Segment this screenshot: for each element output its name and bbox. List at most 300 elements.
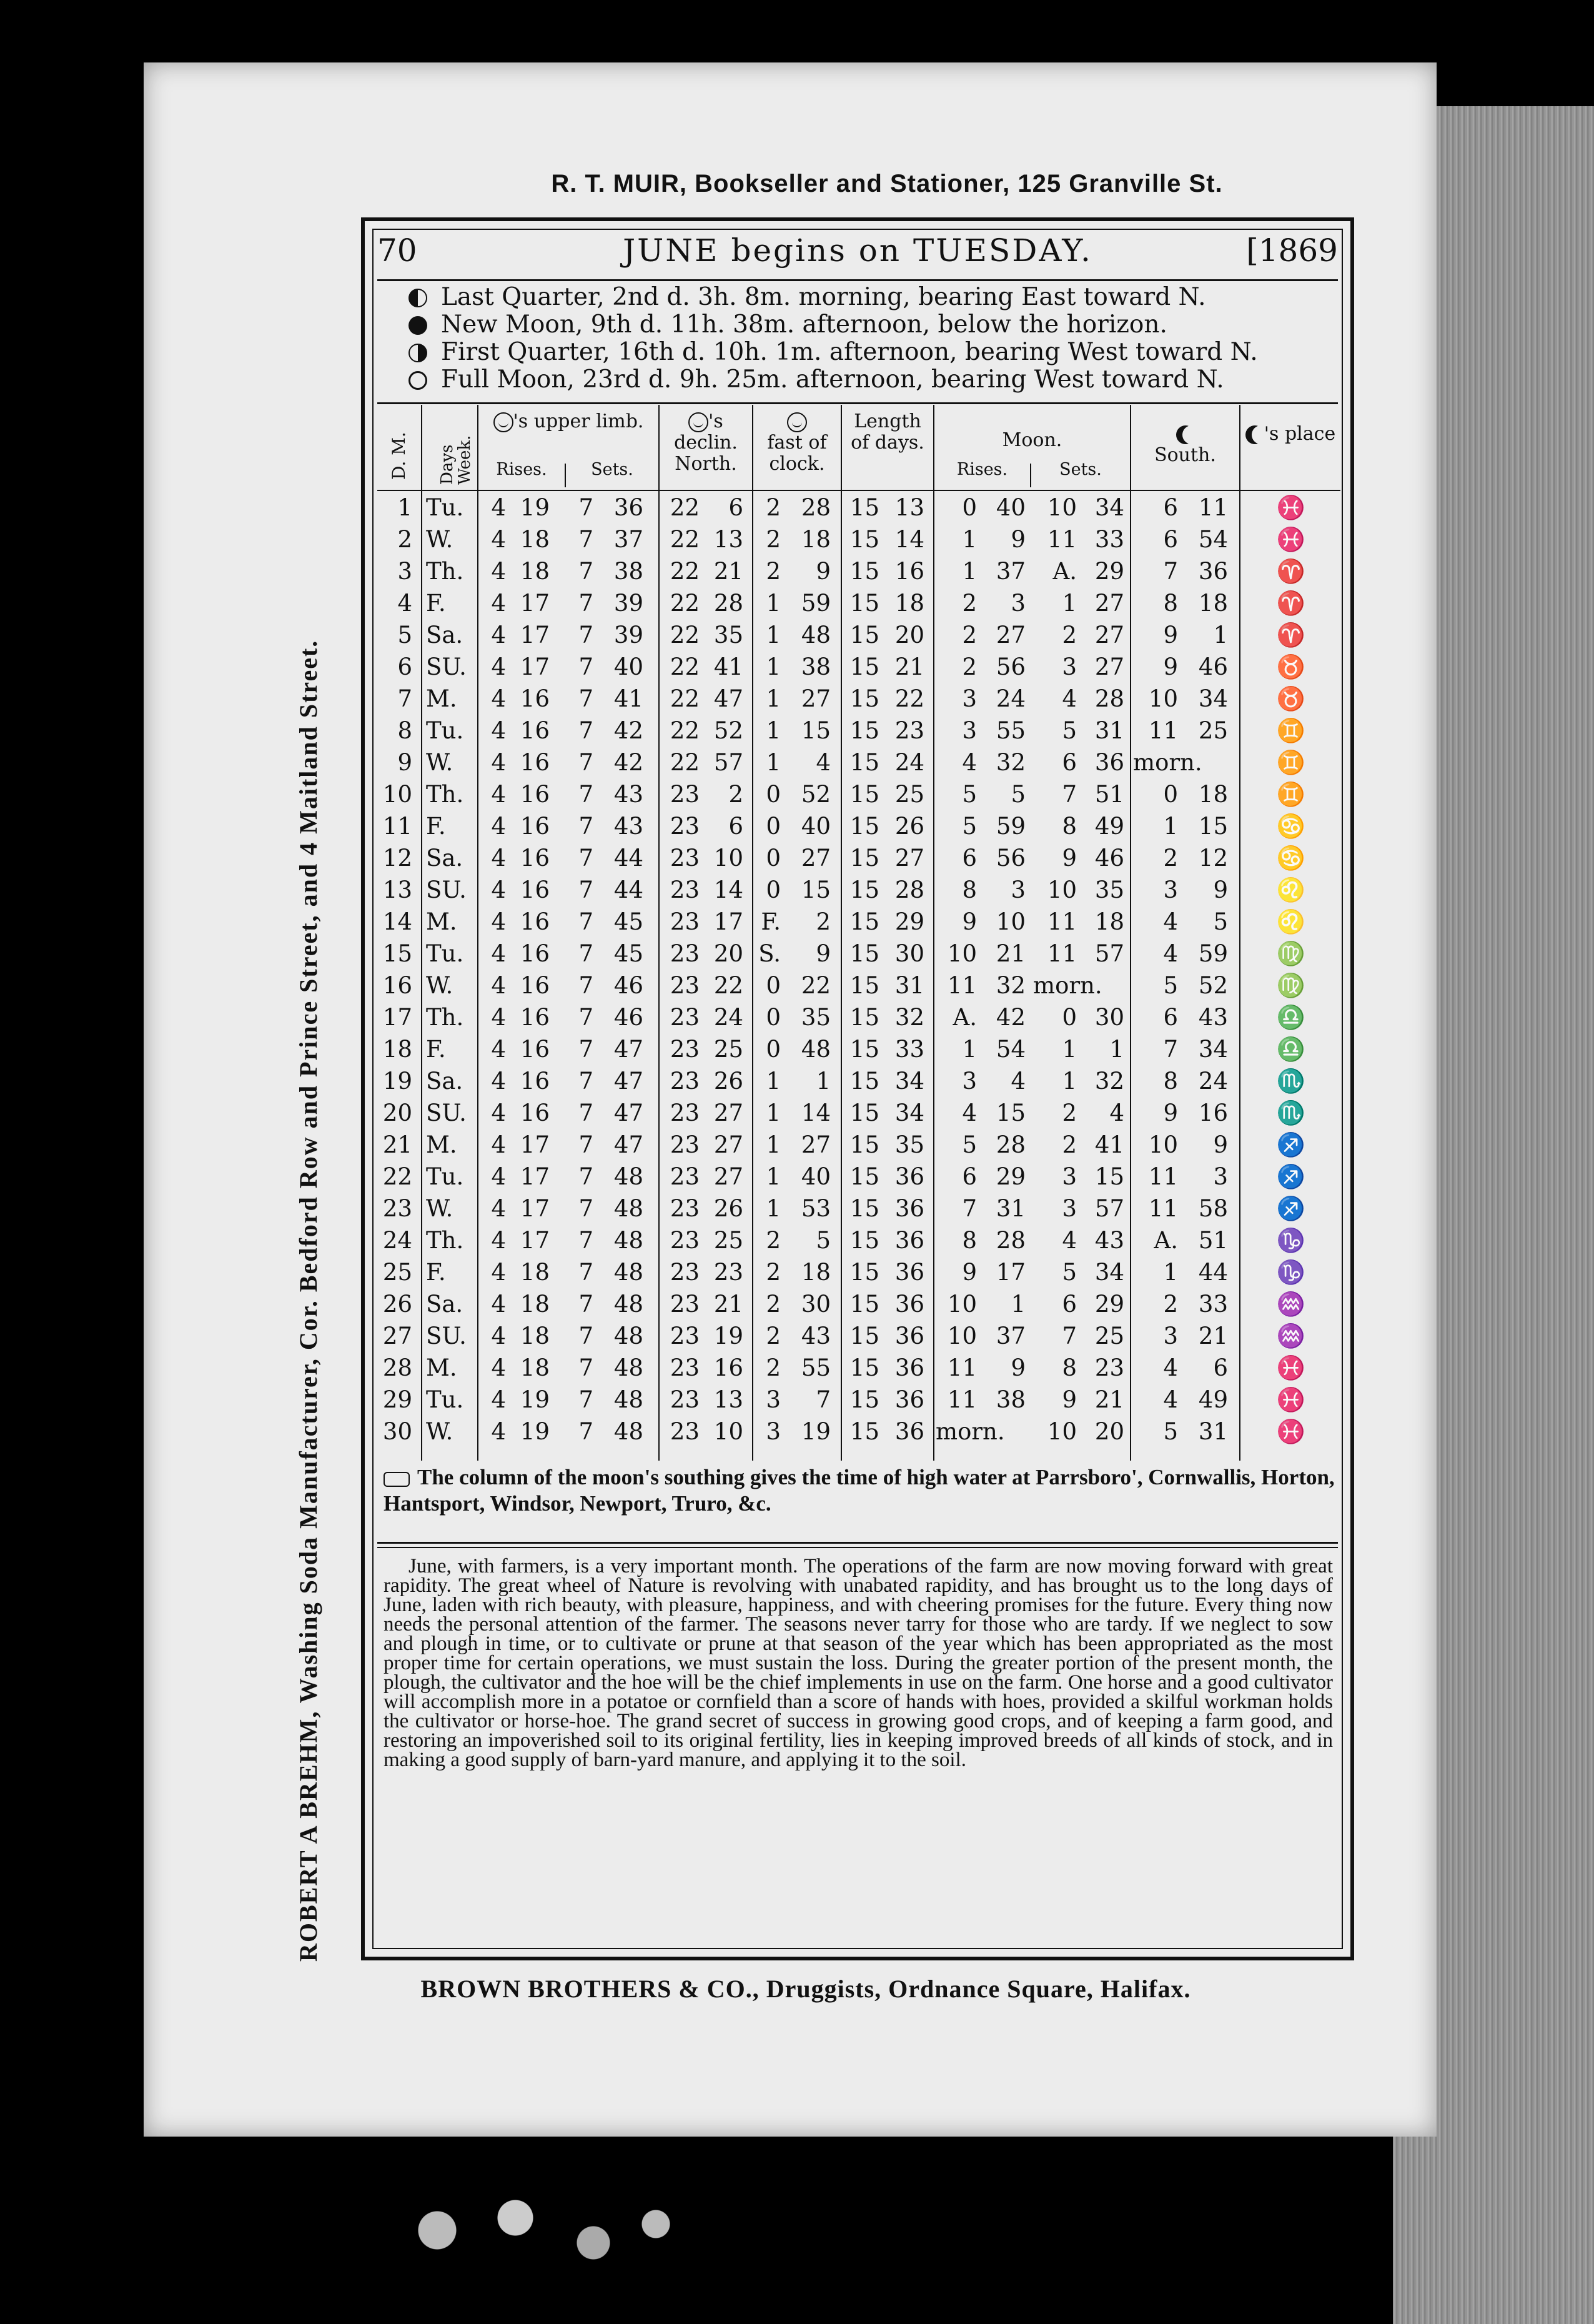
cell-sm: 48	[613, 1227, 643, 1254]
cell-fh: 1	[766, 1195, 781, 1222]
cell-som: 6	[1213, 1354, 1228, 1381]
cell-mrh: 1	[962, 1036, 977, 1063]
cell-msh: 2	[1062, 1131, 1077, 1158]
pointing-hand-icon	[384, 1472, 410, 1487]
cell-fm: 2	[816, 908, 831, 935]
cell-msh: 0	[1062, 1004, 1077, 1031]
cell-lh: 15	[849, 845, 879, 872]
cell-msm: 30	[1094, 1004, 1124, 1031]
cell-rm: 16	[520, 876, 550, 903]
cell-mrh: 9	[962, 1259, 977, 1286]
cell-w: W.	[426, 1195, 453, 1222]
cell-pl: ♒	[1276, 1323, 1305, 1349]
cell-fm: 19	[801, 1418, 831, 1445]
cell-mrm: 3	[1011, 590, 1026, 617]
cell-fm: 15	[801, 717, 831, 744]
cell-msh: A.	[1052, 558, 1077, 585]
cell-dm: 27	[713, 1131, 743, 1158]
cell-w: F.	[426, 813, 446, 840]
cell-pl: ♋	[1276, 845, 1305, 872]
cell-som: 21	[1198, 1323, 1228, 1349]
cell-pl: ♉	[1276, 685, 1305, 712]
cell-lh: 15	[849, 1195, 879, 1222]
cell-d: 19	[382, 1068, 412, 1095]
cell-pl: ♓	[1276, 1386, 1305, 1413]
cell-dd: 23	[670, 1163, 700, 1190]
cell-msh: 11	[1047, 526, 1077, 553]
cell-msh: 4	[1062, 1227, 1077, 1254]
cell-rh: 4	[491, 1227, 506, 1254]
cell-mrm: 31	[996, 1195, 1026, 1222]
cell-rm: 19	[520, 1418, 550, 1445]
cell-pl: ♈	[1276, 622, 1305, 648]
cell-lh: 15	[849, 1259, 879, 1286]
cell-fh: 0	[766, 845, 781, 872]
cell-rh: 4	[491, 1100, 506, 1126]
cell-w: SU.	[426, 1323, 467, 1349]
cell-lm: 36	[894, 1195, 924, 1222]
cell-lm: 13	[894, 494, 924, 521]
cell-dd: 23	[670, 845, 700, 872]
cell-soh: 4	[1163, 1386, 1178, 1413]
moon-phases	[408, 284, 1314, 394]
cell-mrh: 11	[947, 972, 977, 999]
cell-msm: 51	[1094, 781, 1124, 808]
footer-advertisement: BROWN BROTHERS & CO., Druggists, Ordnance Square, Halifax.	[420, 1975, 1191, 2003]
cell-soh: 1	[1163, 1259, 1178, 1286]
cell-fh: 1	[766, 1131, 781, 1158]
cell-msm: 27	[1094, 590, 1124, 617]
cell-rh: 4	[491, 1354, 506, 1381]
cell-d: 20	[382, 1100, 412, 1126]
cell-msh: 10	[1047, 876, 1077, 903]
cell-mrh: 4	[962, 749, 977, 776]
scan-debris	[375, 2168, 687, 2293]
cell-dm: 35	[713, 622, 743, 648]
cell-lh: 15	[849, 1418, 879, 1445]
cell-fh: 0	[766, 813, 781, 840]
cell-som: 43	[1198, 1004, 1228, 1031]
cell-dd: 22	[670, 717, 700, 744]
cell-som: 34	[1198, 685, 1228, 712]
cell-mrh: 10	[947, 940, 977, 967]
cell-msm: 18	[1094, 908, 1124, 935]
cell-fh: 1	[766, 1100, 781, 1126]
cell-dm: 25	[713, 1036, 743, 1063]
cell-som: 11	[1198, 494, 1228, 521]
cell-mrm: 1	[1011, 1291, 1026, 1318]
cell-rh: 4	[491, 845, 506, 872]
cell-rm: 16	[520, 1004, 550, 1031]
cell-lh: 15	[849, 1100, 879, 1126]
cell-msm: 57	[1094, 1195, 1124, 1222]
cell-mrm: 5	[1011, 781, 1026, 808]
cell-fh: 1	[766, 590, 781, 617]
cell-sm: 43	[613, 781, 643, 808]
cell-rm: 16	[520, 972, 550, 999]
cell-d: 6	[397, 653, 412, 680]
cell-sh: 7	[578, 1004, 593, 1031]
cell-lh: 15	[849, 1036, 879, 1063]
cell-lh: 15	[849, 908, 879, 935]
cell-soh: 9	[1163, 1100, 1178, 1126]
cell-fm: 48	[801, 622, 831, 648]
cell-som: 24	[1198, 1068, 1228, 1095]
cell-dd: 22	[670, 494, 700, 521]
cell-fh: 3	[766, 1418, 781, 1445]
cell-dm: 27	[713, 1100, 743, 1126]
cell-lh: 15	[849, 494, 879, 521]
cell-lm: 35	[894, 1131, 924, 1158]
table-row	[377, 1353, 1340, 1384]
header-advertisement: R. T. MUIR, Bookseller and Stationer, 125 Granville St.	[551, 170, 1223, 197]
cell-w: Tu.	[426, 1163, 464, 1190]
cell-rh: 4	[491, 494, 506, 521]
cell-soh: 7	[1163, 558, 1178, 585]
table-row	[377, 1416, 1340, 1448]
cell-dm: 6	[728, 494, 743, 521]
cell-sh: 7	[578, 1354, 593, 1381]
cell-d: 10	[382, 781, 412, 808]
cell-rm: 17	[520, 653, 550, 680]
cell-mrm: 15	[996, 1100, 1026, 1126]
cell-pl: ♐	[1276, 1163, 1305, 1190]
cell-rh: 4	[491, 1291, 506, 1318]
cell-w: W.	[426, 972, 453, 999]
cell-dd: 22	[670, 685, 700, 712]
cell-som: 25	[1198, 717, 1228, 744]
cell-sh: 7	[578, 1291, 593, 1318]
cell-mrh: 2	[962, 653, 977, 680]
table-row	[377, 1321, 1340, 1352]
cell-mrm: 32	[996, 749, 1026, 776]
cell-sm: 36	[613, 494, 643, 521]
cell-dm: 26	[713, 1195, 743, 1222]
cell-rh: 4	[491, 1036, 506, 1063]
cell-rm: 16	[520, 749, 550, 776]
cell-sh: 7	[578, 1195, 593, 1222]
cell-mrm: 56	[996, 845, 1026, 872]
side-advertisement: ROBERT A BREHM, Washing Soda Manufacturer, Cor. Bedford Row and Prince Street, and 4 Maitland Street.	[294, 639, 322, 1962]
table-row	[377, 683, 1340, 715]
cell-sh: 7	[578, 781, 593, 808]
cell-pl: ♎	[1276, 1004, 1305, 1031]
cell-som: 36	[1198, 558, 1228, 585]
cell-soh: 2	[1163, 845, 1178, 872]
cell-msh: 8	[1062, 813, 1077, 840]
cell-mrh: 5	[962, 781, 977, 808]
cell-mrh: 11	[947, 1386, 977, 1413]
cell-lm: 22	[894, 685, 924, 712]
cell-som: 5	[1213, 908, 1228, 935]
cell-dm: 41	[713, 653, 743, 680]
cell-sm: 42	[613, 749, 643, 776]
col-header-sun	[478, 411, 658, 432]
cell-mrh: 2	[962, 590, 977, 617]
cell-sh: 7	[578, 845, 593, 872]
col-header-fast-label: fast of clock.	[767, 432, 827, 475]
cell-rm: 17	[520, 1227, 550, 1254]
cell-dd: 23	[670, 813, 700, 840]
cell-pl: ♓	[1276, 1354, 1305, 1381]
cell-dm: 6	[728, 813, 743, 840]
first-quarter-moon-icon	[408, 344, 427, 362]
cell-pl: ♊	[1276, 717, 1305, 744]
cell-som: 58	[1198, 1195, 1228, 1222]
cell-sm: 43	[613, 813, 643, 840]
cell-lm: 36	[894, 1291, 924, 1318]
cell-mrm: 54	[996, 1036, 1026, 1063]
cell-dd: 23	[670, 1131, 700, 1158]
cell-sh: 7	[578, 1036, 593, 1063]
cell-rm: 17	[520, 590, 550, 617]
cell-msh: 3	[1062, 653, 1077, 680]
cell-mrm: 32	[996, 972, 1026, 999]
cell-msh: 1	[1062, 1036, 1077, 1063]
cell-dm: 10	[713, 845, 743, 872]
cell-soh: 9	[1163, 622, 1178, 648]
cell-mrm: 17	[996, 1259, 1026, 1286]
cell-dd: 22	[670, 590, 700, 617]
cell-msm: 34	[1094, 1259, 1124, 1286]
cell-msm: 15	[1094, 1163, 1124, 1190]
cell-sm: 48	[613, 1323, 643, 1349]
cell-msh: 11	[1047, 940, 1077, 967]
cell-sm: 47	[613, 1131, 643, 1158]
cell-d: 25	[382, 1259, 412, 1286]
cell-fh: 2	[766, 1259, 781, 1286]
cell-sh: 7	[578, 908, 593, 935]
table-row	[377, 1225, 1340, 1256]
cell-fh: S.	[758, 940, 781, 967]
phase-text: Last Quarter, 2nd d. 3h. 8m. morning, bearing East toward N.	[441, 283, 1206, 311]
cell-dm: 21	[713, 558, 743, 585]
cell-dm: 10	[713, 1418, 743, 1445]
cell-fh: 0	[766, 1004, 781, 1031]
cell-fh: 0	[766, 876, 781, 903]
table-row	[377, 492, 1340, 524]
cell-pl: ♋	[1276, 813, 1305, 840]
cell-lh: 15	[849, 1227, 879, 1254]
cell-dm: 28	[713, 590, 743, 617]
cell-fm: 59	[801, 590, 831, 617]
cell-som: 9	[1213, 1131, 1228, 1158]
cell-w: F.	[426, 590, 446, 617]
cell-d: 27	[382, 1323, 412, 1349]
cell-msh: 5	[1062, 717, 1077, 744]
cell-sm: 47	[613, 1100, 643, 1126]
cell-lh: 15	[849, 590, 879, 617]
cell-mrh: 11	[947, 1354, 977, 1381]
cell-msh: 5	[1062, 1259, 1077, 1286]
cell-lh: 15	[849, 1163, 879, 1190]
cell-lm: 36	[894, 1227, 924, 1254]
cell-fm: 55	[801, 1354, 831, 1381]
cell-dd: 23	[670, 1100, 700, 1126]
cell-w: M.	[426, 908, 457, 935]
cell-fh: 2	[766, 526, 781, 553]
cell-pl: ♑	[1276, 1227, 1305, 1254]
table-row	[377, 1193, 1340, 1224]
cell-rh: 4	[491, 1131, 506, 1158]
cell-sm: 47	[613, 1068, 643, 1095]
cell-dd: 22	[670, 526, 700, 553]
cell-soh: 7	[1163, 1036, 1178, 1063]
cell-sh: 7	[578, 494, 593, 521]
cell-msh: 7	[1062, 781, 1077, 808]
cell-dd: 23	[670, 1195, 700, 1222]
cell-sh: 7	[578, 876, 593, 903]
cell-fh: 1	[766, 1068, 781, 1095]
cell-msm: 41	[1094, 1131, 1124, 1158]
cell-dm: 20	[713, 940, 743, 967]
cell-msh: 10	[1047, 494, 1077, 521]
cell-dd: 23	[670, 1068, 700, 1095]
cell-rh: 4	[491, 653, 506, 680]
cell-dm: 22	[713, 972, 743, 999]
cell-sh: 7	[578, 1227, 593, 1254]
cell-fh: 0	[766, 781, 781, 808]
cell-mrm: 38	[996, 1386, 1026, 1413]
cell-rh: 4	[491, 749, 506, 776]
cell-d: 14	[382, 908, 412, 935]
cell-lh: 15	[849, 876, 879, 903]
high-water-note	[384, 1464, 1339, 1539]
col-subheader-sun-sets: Sets.	[591, 460, 633, 479]
cell-lm: 36	[894, 1418, 924, 1445]
cell-w: Th.	[426, 1227, 464, 1254]
cell-fh: 2	[766, 1291, 781, 1318]
cell-fh: 0	[766, 972, 781, 999]
cell-rh: 4	[491, 685, 506, 712]
cell-rm: 16	[520, 1100, 550, 1126]
cell-lm: 33	[894, 1036, 924, 1063]
cell-sm: 44	[613, 876, 643, 903]
cell-mrh: 10	[947, 1291, 977, 1318]
cell-som: 12	[1198, 845, 1228, 872]
cell-d: 2	[397, 526, 412, 553]
cell-lh: 15	[849, 749, 879, 776]
cell-soh: 0	[1163, 781, 1178, 808]
cell-rh: 4	[491, 1195, 506, 1222]
col-header-place-label: 's place	[1264, 423, 1336, 445]
cell-rh: 4	[491, 622, 506, 648]
cell-dd: 23	[670, 1259, 700, 1286]
cell-lh: 15	[849, 1386, 879, 1413]
cell-w: Sa.	[426, 1291, 463, 1318]
cell-sh: 7	[578, 1068, 593, 1095]
table-row	[377, 811, 1340, 842]
cell-msm: 4	[1109, 1100, 1124, 1126]
cell-msm: 49	[1094, 813, 1124, 840]
cell-mrm: 9	[1011, 526, 1026, 553]
cell-mrm: 3	[1011, 876, 1026, 903]
cell-lm: 31	[894, 972, 924, 999]
col-header-declin	[660, 411, 752, 475]
cell-w: Tu.	[426, 940, 464, 967]
cell-rm: 16	[520, 1068, 550, 1095]
calendar-frame	[361, 217, 1354, 1960]
cell-fm: 28	[801, 494, 831, 521]
cell-soh: 10	[1148, 685, 1178, 712]
cell-d: 24	[382, 1227, 412, 1254]
cell-lm: 29	[894, 908, 924, 935]
cell-fh: 1	[766, 653, 781, 680]
cell-dd: 23	[670, 940, 700, 967]
cell-rh: 4	[491, 526, 506, 553]
year-label: [1869	[1246, 232, 1338, 269]
cell-dm: 47	[713, 685, 743, 712]
cell-mrm: 37	[996, 558, 1026, 585]
cell-rm: 19	[520, 494, 550, 521]
cell-rm: 18	[520, 558, 550, 585]
cell-som: 59	[1198, 940, 1228, 967]
phase-full-moon	[408, 366, 1314, 394]
cell-lh: 15	[849, 813, 879, 840]
phase-text: New Moon, 9th d. 11h. 38m. afternoon, below the horizon.	[441, 310, 1167, 339]
cell-fm: 5	[816, 1227, 831, 1254]
cell-mrm: 37	[996, 1323, 1026, 1349]
cell-rm: 16	[520, 908, 550, 935]
cell-sm: 45	[613, 908, 643, 935]
cell-dd: 22	[670, 653, 700, 680]
cell-sh: 7	[578, 653, 593, 680]
cell-msm: 36	[1094, 749, 1124, 776]
cell-mrm: 24	[996, 685, 1026, 712]
cell-rh: 4	[491, 1418, 506, 1445]
cell-rm: 16	[520, 717, 550, 744]
cell-lh: 15	[849, 653, 879, 680]
cell-w: F.	[426, 1036, 446, 1063]
cell-fm: 4	[816, 749, 831, 776]
cell-d: 16	[382, 972, 412, 999]
cell-rm: 16	[520, 813, 550, 840]
cell-som: 18	[1198, 781, 1228, 808]
cell-dm: 52	[713, 717, 743, 744]
cell-msm: 34	[1094, 494, 1124, 521]
cell-sh: 7	[578, 813, 593, 840]
cell-rm: 18	[520, 1354, 550, 1381]
cell-w: Sa.	[426, 845, 463, 872]
cell-mrh: 3	[962, 685, 977, 712]
cell-msm: 23	[1094, 1354, 1124, 1381]
cell-lm: 27	[894, 845, 924, 872]
cell-pl: ♌	[1276, 876, 1305, 903]
cell-fh: 2	[766, 494, 781, 521]
cell-fm: 43	[801, 1323, 831, 1349]
table-row	[377, 779, 1340, 810]
cell-dm: 24	[713, 1004, 743, 1031]
cell-mrm: 56	[996, 653, 1026, 680]
cell-rm: 16	[520, 1036, 550, 1063]
cell-d: 1	[397, 494, 412, 521]
cell-dm: 21	[713, 1291, 743, 1318]
cell-msh: 9	[1062, 1386, 1077, 1413]
cell-w: SU.	[426, 653, 467, 680]
cell-fh: 3	[766, 1386, 781, 1413]
cell-pl: ♓	[1276, 494, 1305, 521]
cell-lm: 36	[894, 1259, 924, 1286]
table-row	[377, 1002, 1340, 1033]
table-row	[377, 524, 1340, 555]
cell-lm: 28	[894, 876, 924, 903]
cell-som: 15	[1198, 813, 1228, 840]
table-row	[377, 1034, 1340, 1065]
cell-rm: 18	[520, 526, 550, 553]
cell-w: Sa.	[426, 622, 463, 648]
cell-rh: 4	[491, 876, 506, 903]
cell-mrm: 28	[996, 1227, 1026, 1254]
